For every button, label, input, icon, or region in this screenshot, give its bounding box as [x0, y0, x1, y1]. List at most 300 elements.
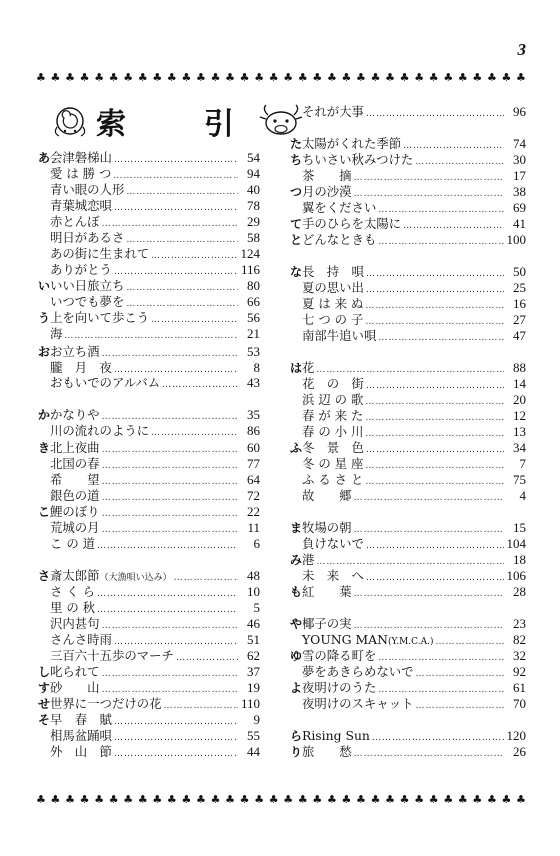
leaf-ornament-icon: ♣ — [268, 71, 279, 84]
page-ref: 88 — [513, 360, 526, 375]
leaf-ornament-icon: ♣ — [196, 71, 206, 84]
kana-heading: す — [38, 681, 51, 695]
leader-dots — [151, 425, 238, 441]
song-title: 海 — [50, 326, 63, 341]
index-entry — [290, 632, 526, 648]
song-title: さ く ら — [50, 584, 96, 599]
leaf-ornament-icon: ♣ — [79, 71, 90, 84]
song-title: 花 の 街 — [302, 376, 364, 391]
page-ref: 80 — [247, 278, 260, 293]
leaf-ornament-icon: ♣ — [385, 71, 395, 84]
leaf-ornament-icon: ♣ — [166, 793, 177, 806]
leaf-ornament-icon: ♣ — [65, 793, 75, 806]
leaf-ornament-icon: ♣ — [326, 793, 337, 806]
bottom-ornament-border — [36, 793, 526, 807]
index-entry — [38, 472, 260, 488]
page-ref: 7 — [519, 456, 526, 471]
index-entry — [38, 423, 260, 439]
index-entry — [38, 616, 260, 632]
page-ref: 54 — [247, 150, 260, 165]
leaf-ornament-icon: ♣ — [428, 71, 439, 84]
page-ref: 66 — [247, 294, 260, 309]
song-title: 七 つ の 子 — [302, 312, 364, 327]
leaf-ornament-icon: ♣ — [472, 71, 483, 84]
index-entry — [290, 312, 526, 328]
song-title: 北上夜曲 — [50, 440, 100, 455]
index-entry — [290, 616, 526, 632]
leaf-ornament-icon: ♣ — [428, 793, 439, 806]
leaf-ornament-icon: ♣ — [36, 71, 46, 84]
song-title: 相馬盆踊唄 — [50, 728, 112, 743]
song-title: 沢内甚句 — [50, 616, 100, 631]
index-entry — [38, 744, 260, 760]
song-title: 港 — [302, 552, 315, 567]
leaf-ornament-icon: ♣ — [312, 71, 323, 84]
page-ref: 23 — [513, 616, 526, 631]
leaf-ornament-icon: ♣ — [196, 793, 206, 806]
leaf-ornament-icon: ♣ — [254, 71, 265, 84]
index-entry — [38, 166, 260, 182]
song-title: 春 が 来 た — [302, 408, 364, 423]
song-title: 三百六十五歩のマーチ — [50, 648, 174, 663]
song-title: 手のひらを太陽に — [302, 216, 402, 231]
song-title: 世界に一つだけの花 — [50, 696, 162, 711]
song-title: 夢をあきらめないで — [302, 664, 414, 679]
index-entry — [290, 104, 526, 120]
index-entry — [290, 200, 526, 216]
song-title: Rising Sun — [302, 728, 370, 743]
song-title: 外 山 節 — [50, 744, 112, 759]
song-title: 故 郷 — [302, 488, 352, 503]
kana-heading: も — [290, 585, 303, 599]
leaf-ornament-icon: ♣ — [341, 793, 352, 806]
song-title: ふ る さ と — [302, 472, 364, 487]
song-title: 春 の 小 川 — [302, 424, 364, 439]
page-ref: 13 — [513, 424, 526, 439]
index-entry — [290, 392, 526, 408]
song-title: 浜 辺 の 歌 — [302, 392, 364, 407]
index-entry — [290, 536, 526, 552]
song-title: 紅 葉 — [302, 584, 352, 599]
index-entry — [38, 182, 260, 198]
song-title: どんなときも — [302, 232, 377, 247]
leaf-ornament-icon: ♣ — [501, 793, 512, 806]
page-title: 索 引 — [96, 107, 258, 142]
leaf-ornament-icon: ♣ — [108, 71, 119, 84]
leaf-ornament-icon: ♣ — [443, 71, 454, 84]
leader-dots — [114, 746, 238, 762]
leaf-ornament-icon: ♣ — [297, 793, 308, 806]
page-ref: 37 — [247, 664, 260, 679]
kana-heading: ま — [290, 521, 303, 535]
page-ref: 30 — [513, 152, 526, 167]
index-entry — [290, 232, 526, 248]
song-title: 冬 の 星 座 — [302, 456, 364, 471]
page-ref: 22 — [247, 504, 260, 519]
page-ref: 69 — [513, 200, 526, 215]
leader-dots — [354, 746, 504, 762]
kana-heading: つ — [290, 185, 303, 199]
index-entry — [38, 680, 260, 696]
kana-heading: し — [38, 665, 51, 679]
page-ref: 44 — [247, 744, 260, 759]
song-title: 夜明けのうた — [302, 680, 377, 695]
song-title: 旅 愁 — [302, 744, 352, 759]
index-entry — [38, 278, 260, 294]
page-ref: 106 — [506, 568, 526, 583]
leaf-ornament-icon: ♣ — [137, 793, 148, 806]
index-entry — [290, 664, 526, 680]
index-entry — [290, 440, 526, 456]
song-title: それが大事 — [302, 104, 364, 119]
page-ref: 51 — [247, 632, 260, 647]
page-ref: 124 — [240, 246, 260, 261]
leaf-ornament-icon: ♣ — [414, 71, 425, 84]
song-title: 月の沙漠 — [302, 184, 352, 199]
leader-dots — [354, 586, 504, 602]
kana-heading: そ — [38, 713, 51, 727]
page-ref: 61 — [513, 680, 526, 695]
song-title: 里 の 秋 — [50, 600, 96, 615]
index-entry — [290, 520, 526, 536]
page-ref: 10 — [247, 584, 260, 599]
kana-heading: ふ — [290, 441, 303, 455]
leaf-ornament-icon: ♣ — [516, 71, 526, 84]
kana-heading: あ — [38, 151, 51, 165]
page-ref: 29 — [247, 214, 260, 229]
leaf-ornament-icon: ♣ — [283, 793, 294, 806]
page-ref: 46 — [247, 616, 260, 631]
leaf-ornament-icon: ♣ — [94, 71, 105, 84]
song-title: 茶 摘 — [302, 168, 352, 183]
page-ref: 19 — [247, 680, 260, 695]
ram-icon — [50, 101, 90, 141]
kana-heading: と — [290, 233, 303, 247]
leaf-ornament-icon: ♣ — [414, 793, 425, 806]
leaf-ornament-icon: ♣ — [36, 793, 46, 806]
index-entry — [290, 648, 526, 664]
leaf-ornament-icon: ♣ — [356, 793, 366, 806]
page-ref: 82 — [513, 632, 526, 647]
page-ref: 28 — [513, 584, 526, 599]
index-entry — [38, 246, 260, 262]
leaf-ornament-icon: ♣ — [516, 793, 526, 806]
page-ref: 116 — [240, 262, 260, 277]
leaf-ornament-icon: ♣ — [370, 71, 381, 84]
page-ref: 100 — [506, 232, 526, 247]
song-title: ちいさい秋みつけた — [302, 152, 414, 167]
leaf-ornament-icon: ♣ — [108, 793, 119, 806]
leaf-ornament-icon: ♣ — [181, 71, 192, 84]
song-title: 川の流れのように — [50, 423, 150, 438]
index-entry — [290, 728, 526, 744]
page-ref: 48 — [247, 568, 260, 583]
kana-heading: た — [290, 137, 303, 151]
page-number: 3 — [517, 40, 526, 59]
index-entry — [290, 360, 526, 376]
page-ref: 9 — [253, 712, 260, 727]
page-ref: 15 — [513, 520, 526, 535]
song-title: 叱られて — [50, 664, 100, 679]
song-title: 荒城の月 — [50, 520, 100, 535]
page-ref: 50 — [513, 264, 526, 279]
page-ref: 21 — [247, 326, 260, 341]
leader-dots — [97, 538, 238, 554]
song-title: 朧 月 夜 — [50, 360, 112, 375]
index-entry — [290, 280, 526, 296]
leaf-ornament-icon: ♣ — [239, 71, 250, 84]
leaf-ornament-icon: ♣ — [385, 793, 395, 806]
kana-heading: ち — [290, 153, 303, 167]
page-ref: 78 — [247, 198, 260, 213]
page-ref: 12 — [513, 408, 526, 423]
index-entry — [38, 520, 260, 536]
page-ref: 43 — [247, 375, 260, 390]
leaf-ornament-icon: ♣ — [123, 793, 134, 806]
leader-dots — [378, 234, 504, 250]
song-title: 早 春 賦 — [50, 712, 112, 727]
index-entry — [290, 152, 526, 168]
kana-heading: お — [38, 345, 51, 359]
index-entry — [290, 552, 526, 568]
leaf-ornament-icon: ♣ — [166, 71, 177, 84]
kana-heading: み — [290, 553, 303, 567]
leaf-ornament-icon: ♣ — [486, 71, 497, 84]
song-title: 希 望 — [50, 472, 100, 487]
index-entry — [290, 744, 526, 760]
index-entry — [38, 440, 260, 456]
index-entry — [290, 696, 526, 712]
index-entry — [290, 584, 526, 600]
page-ref: 60 — [247, 440, 260, 455]
leaf-ornament-icon: ♣ — [283, 71, 294, 84]
page-ref: 47 — [513, 328, 526, 343]
index-entry — [38, 584, 260, 600]
index-entry — [38, 568, 260, 584]
index-entry — [290, 424, 526, 440]
leaf-ornament-icon: ♣ — [181, 793, 192, 806]
index-entry — [290, 456, 526, 472]
index-entry — [38, 375, 260, 391]
page-ref: 96 — [513, 104, 526, 119]
page-ref: 55 — [247, 728, 260, 743]
song-title: 太陽がくれた季節 — [302, 136, 402, 151]
page-ref: 92 — [513, 664, 526, 679]
index-entry — [290, 488, 526, 504]
leaf-ornament-icon: ♣ — [210, 793, 221, 806]
leaf-ornament-icon: ♣ — [123, 71, 134, 84]
index-entry — [38, 536, 260, 552]
page-ref: 25 — [513, 280, 526, 295]
leaf-ornament-icon: ♣ — [65, 71, 75, 84]
song-title: 夏 は 来 ぬ — [302, 296, 364, 311]
leaf-ornament-icon: ♣ — [254, 793, 265, 806]
leader-dots — [162, 377, 238, 393]
leaf-ornament-icon: ♣ — [457, 71, 468, 84]
index-entry — [38, 310, 260, 326]
page-ref: 74 — [513, 136, 526, 151]
song-title: 青い眼の人形 — [50, 182, 125, 197]
index-entry — [290, 136, 526, 152]
page-ref: 16 — [513, 296, 526, 311]
leaf-ornament-icon: ♣ — [297, 71, 308, 84]
leaf-ornament-icon: ♣ — [399, 793, 410, 806]
index-entry — [290, 408, 526, 424]
index-entry — [38, 230, 260, 246]
page-ref: 40 — [247, 182, 260, 197]
leaf-ornament-icon: ♣ — [341, 71, 352, 84]
leaf-ornament-icon: ♣ — [137, 71, 148, 84]
index-entry — [290, 168, 526, 184]
page-ref: 62 — [247, 648, 260, 663]
page-ref: 64 — [247, 472, 260, 487]
leaf-ornament-icon: ♣ — [312, 793, 323, 806]
page-ref: 18 — [513, 552, 526, 567]
index-entry — [38, 696, 260, 712]
index-entry — [38, 600, 260, 616]
leaf-ornament-icon: ♣ — [225, 71, 235, 84]
leaf-ornament-icon: ♣ — [501, 71, 512, 84]
index-entry — [290, 568, 526, 584]
page-ref: 72 — [247, 488, 260, 503]
song-title: ありがとう — [50, 262, 112, 277]
kana-heading: り — [290, 745, 303, 759]
index-entry — [38, 664, 260, 680]
song-title: あの街に生まれて — [50, 246, 150, 261]
song-title: 牧場の朝 — [302, 520, 352, 535]
page-ref: 75 — [513, 472, 526, 487]
leaf-ornament-icon: ♣ — [486, 793, 497, 806]
leaf-ornament-icon: ♣ — [399, 71, 410, 84]
index-entry — [290, 472, 526, 488]
song-title: 花 — [302, 360, 315, 375]
song-title: 夏の思い出 — [302, 280, 364, 295]
leaf-ornament-icon: ♣ — [50, 71, 61, 84]
song-title: 会津磐梯山 — [50, 150, 112, 165]
song-title: 長 持 唄 — [302, 264, 364, 279]
leader-dots — [64, 328, 238, 344]
page-ref: 6 — [253, 536, 260, 551]
song-title: 雪の降る町を — [302, 648, 377, 663]
leaf-ornament-icon: ♣ — [210, 71, 221, 84]
song-title: 愛 は 勝 つ — [50, 166, 112, 181]
index-entry — [38, 488, 260, 504]
index-entry — [38, 728, 260, 744]
index-entry — [38, 648, 260, 664]
kana-heading: こ — [38, 505, 51, 519]
song-title: 北国の春 — [50, 456, 100, 471]
song-title: 翼をください — [302, 200, 377, 215]
kana-heading: な — [290, 265, 303, 279]
index-entry — [38, 150, 260, 166]
song-title: 上を向いて歩こう — [50, 310, 150, 325]
index-entry — [38, 262, 260, 278]
leaf-ornament-icon: ♣ — [94, 793, 105, 806]
song-title: 夜明けのスキャット — [302, 696, 414, 711]
page-ref: 20 — [513, 392, 526, 407]
page-ref: 41 — [513, 216, 526, 231]
page-ref: 11 — [247, 520, 260, 535]
leaf-ornament-icon: ♣ — [472, 793, 483, 806]
kana-heading: さ — [38, 569, 51, 583]
page-ref: 26 — [513, 744, 526, 759]
index-heading — [50, 96, 258, 146]
leader-dots — [354, 490, 504, 506]
kana-heading: い — [38, 279, 51, 293]
song-title: 斎太郎節 — [50, 568, 100, 583]
kana-heading: ら — [290, 729, 303, 743]
song-title: いい日旅立ち — [50, 278, 125, 293]
page-ref: 110 — [240, 696, 260, 711]
index-entry — [38, 360, 260, 376]
song-title: 未 来 へ — [302, 568, 364, 583]
song-title: 鯉のぼり — [50, 504, 100, 519]
song-title: 銀色の道 — [50, 488, 100, 503]
kana-heading: は — [290, 361, 303, 375]
leaf-ornament-icon: ♣ — [443, 793, 454, 806]
song-title: YOUNG MAN — [302, 632, 388, 647]
song-title: 砂 山 — [50, 680, 100, 695]
page-ref: 53 — [247, 344, 260, 359]
leader-dots — [416, 698, 504, 714]
song-title: さんさ時雨 — [50, 632, 112, 647]
song-title-note: （大漁唄い込み） — [99, 573, 172, 583]
index-entry — [38, 344, 260, 360]
index-entry — [38, 214, 260, 230]
index-entry — [290, 216, 526, 232]
index-entry — [38, 712, 260, 728]
song-title: かなりや — [50, 407, 100, 422]
kana-heading: せ — [38, 697, 51, 711]
leaf-ornament-icon: ♣ — [152, 71, 163, 84]
index-entry — [290, 376, 526, 392]
page-ref: 14 — [513, 376, 526, 391]
page-ref: 120 — [506, 728, 526, 743]
leaf-ornament-icon: ♣ — [326, 71, 337, 84]
song-title: おもいでのアルバム — [50, 375, 161, 390]
page-ref: 86 — [247, 423, 260, 438]
kana-heading: き — [38, 441, 51, 455]
kana-heading: う — [38, 311, 51, 325]
kana-heading: や — [290, 617, 303, 631]
index-entry — [290, 264, 526, 280]
leader-dots — [366, 106, 504, 122]
index-entry — [38, 407, 260, 423]
leaf-ornament-icon: ♣ — [268, 793, 279, 806]
index-entry — [290, 184, 526, 200]
leaf-ornament-icon: ♣ — [370, 793, 381, 806]
page-ref: 17 — [513, 168, 526, 183]
song-title: 青葉城恋唄 — [50, 198, 112, 213]
song-title: 南部牛追い唄 — [302, 328, 377, 343]
song-title-note: (Y.M.C.A.) — [387, 637, 434, 647]
song-title: お立ち酒 — [50, 344, 100, 359]
leaf-ornament-icon: ♣ — [152, 793, 163, 806]
page-ref: 5 — [253, 600, 260, 615]
page-ref: 34 — [513, 440, 526, 455]
song-title: いつでも夢を — [50, 294, 125, 309]
index-entry — [38, 504, 260, 520]
leaf-ornament-icon: ♣ — [50, 793, 61, 806]
leader-dots — [378, 330, 504, 346]
leaf-ornament-icon: ♣ — [457, 793, 468, 806]
page-ref: 58 — [247, 230, 260, 245]
leaf-ornament-icon: ♣ — [79, 793, 90, 806]
page-ref: 38 — [513, 184, 526, 199]
index-entry — [38, 632, 260, 648]
kana-heading: よ — [290, 681, 303, 695]
leaf-ornament-icon: ♣ — [239, 793, 250, 806]
